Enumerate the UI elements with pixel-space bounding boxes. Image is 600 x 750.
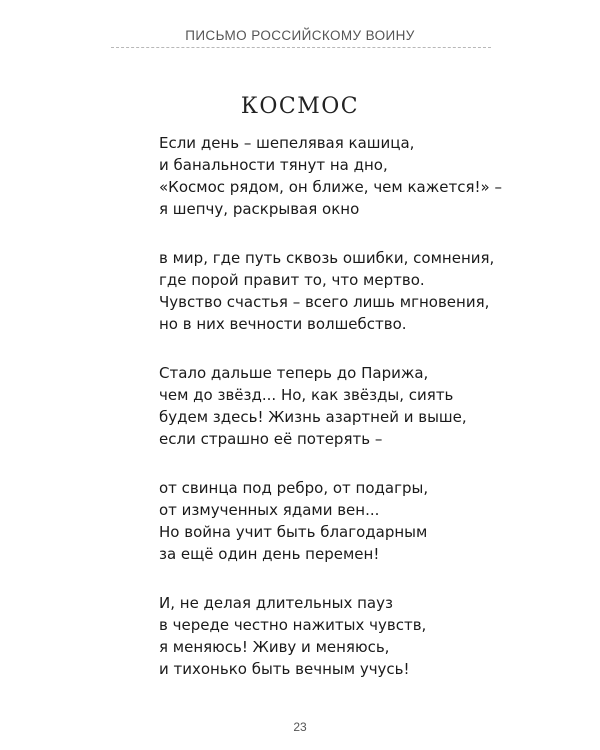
stanza [159,592,479,680]
poem-line: в череде честно нажитых чувств, [159,616,427,634]
poem-line: Но война учит быть благодарным [159,523,428,541]
poem-line: Если день – шепелявая кашица, [159,134,415,152]
poem-line: если страшно её потерять – [159,430,383,448]
poem-line: и тихонько быть вечным учусь! [159,660,410,678]
stanza [159,132,502,220]
header-divider [111,47,491,48]
poem-title: КОСМОС [240,94,360,119]
poem-line: но в них вечности волшебство. [159,315,407,333]
poem-line: «Космос рядом, он ближе, чем кажется!» – [159,178,502,196]
poem-line: я меняюсь! Живу и меняюсь, [159,638,390,656]
stanza [159,247,495,335]
poem-line: где порой правит то, что мертво. [159,271,425,289]
page-number: 23 [293,720,307,734]
poem-line: будем здесь! Жизнь азартней и выше, [159,408,467,426]
stanza [159,362,479,450]
poem-line: чем до звёзд... Но, как звёзды, сиять [159,386,454,404]
poem-line: за ещё один день перемен! [159,545,380,563]
running-header: ПИСЬМО РОССИЙСКОМУ ВОИНУ [185,28,415,43]
poem-line: Стало дальше теперь до Парижа, [159,364,429,382]
poem-line: Чувство счастья – всего лишь мгновения, [159,293,490,311]
poem-line: я шепчу, раскрывая окно [159,200,360,218]
poem-line: от измученных ядами вен... [159,501,380,519]
stanza [159,477,479,565]
poem-line: и банальности тянут на дно, [159,156,388,174]
poem-line: И, не делая длительных пауз [159,594,393,612]
poem-line: от свинца под ребро, от подагры, [159,479,429,497]
poem-body [159,132,502,707]
poem-line: в мир, где путь сквозь ошибки, сомнения, [159,249,495,267]
